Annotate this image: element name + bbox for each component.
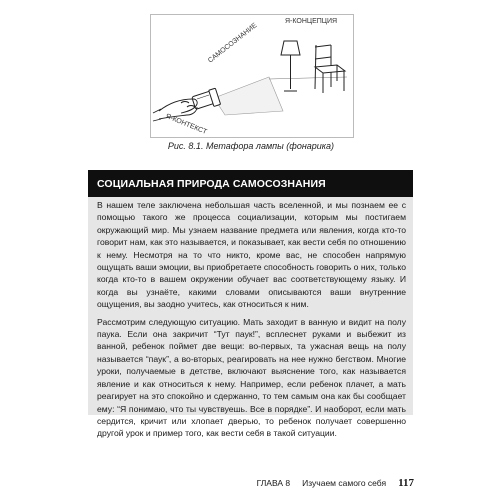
sidebar-paragraph: В нашем теле заключена небольшая часть вселенной, и мы познаем ее с помощью такого же процесса социализации, которым мы постигаем окружающий мир. Мы узнаем название предмета или явления, когда кто-то говорит нам, как это называется, и показывает, как вести себя по отношению к нему. Несмотря на то что никто, кроме вас, не способен напрямую ощущать ваши эмоции, вы приобретаете способность говорить о них, только когда кто-то в вашем окружении обучает вас соответствующему языку. И когда вы узнаёте, какими словами описываются ваши внутренние ощущения, вы заодно учитесь, как относиться к ним. <box>97 200 407 310</box>
sidebar-heading: СОЦИАЛЬНАЯ ПРИРОДА САМОСОЗНАНИЯ <box>88 170 413 197</box>
label-self-awareness: САМОСОЗНАНИЕ <box>207 22 259 65</box>
figure-lamp-metaphor <box>150 14 354 138</box>
light-beam <box>214 77 283 115</box>
chair <box>315 45 345 93</box>
sidebar-paragraph: Рассмотрим следующую ситуацию. Мать заходит в ванную и видит на полу паука. Если она закричит “Тут паук!”, всплеснет руками и выбежит из ванной, ребенок поймет две вещи: во-первых, та ужасная вещь на полу называется “паук”, а во-вторых, реагировать на нее нужно бегством. Многие уроки, получаемые в детстве, включают выяснение того, как называется явление и как относиться к нему. Например, если ребенок плачет, а мать реагирует на это спокойно и сдержанно, то тем самым она как бы сообщает ему: “Я понимаю, что ты чувствуешь. Все в порядке”. И наоборот, если мать сердится, кричит или хлопает дверью, то ребенок получает совершенно другой урок и пример того, как вести себя в такой ситуации. <box>97 316 406 439</box>
figure-caption: Рис. 8.1. Метафора лампы (фонарика) <box>167 141 335 151</box>
label-self-context: Я-КОНТЕКСТ <box>164 113 208 136</box>
floor-line <box>269 77 347 79</box>
floor-lamp <box>281 41 300 91</box>
chapter-title: Изучаем самого себя <box>302 478 387 488</box>
label-self-concept: Я-КОНЦЕПЦИЯ <box>285 18 338 25</box>
chapter-label: ГЛАВА 8 <box>256 478 291 488</box>
page-footer <box>214 477 414 489</box>
page-number: 117 <box>398 477 414 489</box>
sidebar-body <box>88 197 413 439</box>
